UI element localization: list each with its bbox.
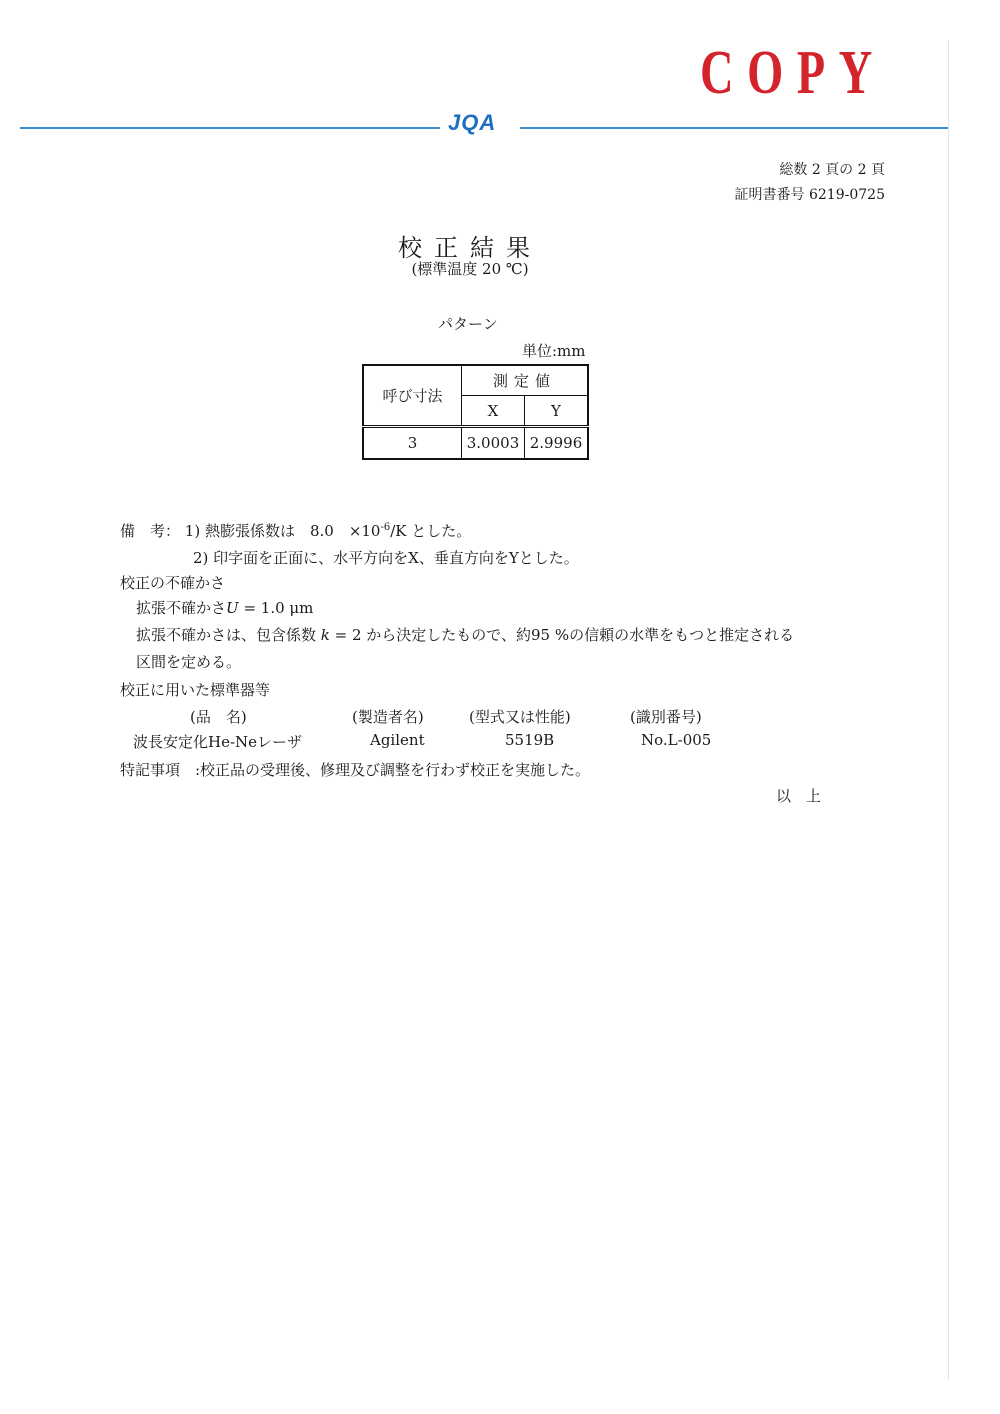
x-value-cell: 3.0003 [462, 427, 525, 460]
unit-label: 単位:mm [522, 342, 586, 360]
pattern-label: パターン [438, 315, 498, 333]
remarks-line-1: 備 考： 1) 熱膨張係数は 8.0 $\times 10^{-6}/K$ とした。 [120, 522, 472, 540]
standards-header-id: (識別番号) [630, 708, 702, 726]
column-x-header: X [462, 396, 525, 427]
column-y-header: Y [525, 396, 589, 427]
remarks-line-2: 2) 印字面を正面に、水平方向をX、垂直方向をYとした。 [193, 549, 579, 567]
results-table [362, 364, 589, 460]
y-value-cell: 2.9996 [525, 427, 589, 460]
special-notes: 特記事項 :校正品の受理後、修理及び調整を行わず校正を実施した。 [120, 761, 591, 779]
standard-model: 5519B [505, 731, 555, 749]
nominal-size-header: 呼び寸法 [363, 365, 462, 427]
table-row [363, 427, 588, 460]
page-title: 校正結果 [398, 234, 542, 262]
measured-value-header: 測定値 [462, 365, 589, 396]
jqa-logo: JQA [448, 110, 497, 135]
header-rule-right [520, 127, 948, 129]
standards-header-name: (品 名) [190, 708, 247, 726]
standards-heading: 校正に用いた標準器等 [120, 681, 271, 699]
page-count: 総数 2 頁の 2 頁 [779, 162, 885, 178]
exponent: -6 [380, 522, 391, 533]
standards-header-model: (型式又は性能) [469, 708, 571, 726]
uncertainty-line-1: 拡張不確かさU = 1.0 μm [136, 599, 314, 617]
end-mark: 以 上 [776, 787, 822, 805]
uncertainty-line-2: 拡張不確かさは、包含係数 k = 2 から決定したもので、約95 %の信頼の水準をもつと推定される [136, 626, 795, 644]
page-edge [948, 40, 949, 1380]
uncertainty-line-3: 区間を定める。 [136, 653, 242, 671]
certificate-number: 証明書番号 6219-0725 [734, 187, 885, 203]
standard-name: 波長安定化He-Neレーザ [133, 733, 303, 751]
page-subtitle: (標準温度 20 ℃) [411, 260, 529, 278]
header-rule-left [20, 127, 440, 129]
nominal-size-cell: 3 [363, 427, 462, 460]
standard-maker: Agilent [370, 731, 425, 749]
standards-header-maker: (製造者名) [352, 708, 424, 726]
uncertainty-heading: 校正の不確かさ [120, 574, 226, 592]
remarks-label: 備 考： [120, 522, 181, 540]
standard-id: No.L-005 [641, 731, 712, 749]
copy-stamp: COPY [700, 39, 886, 107]
